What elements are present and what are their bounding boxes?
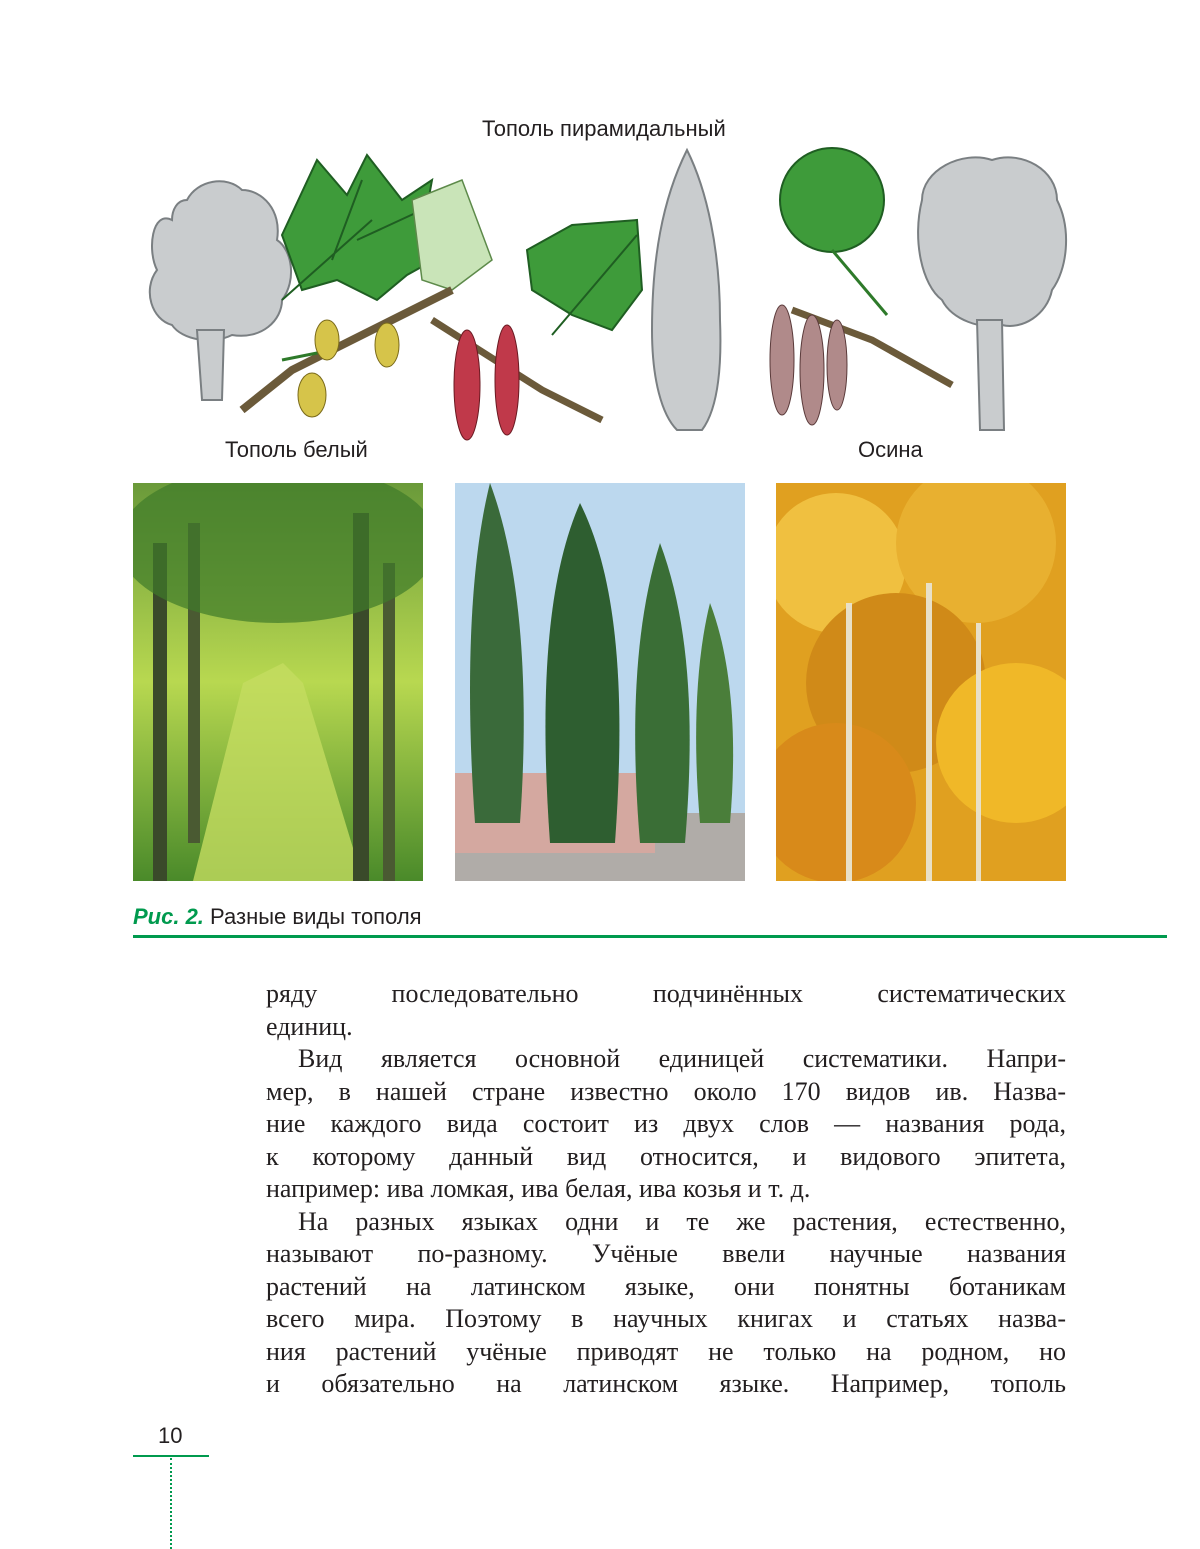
figure-caption	[133, 904, 422, 930]
text-line: Вид является основной единицей систематики. Напри-	[298, 1044, 1066, 1073]
photo-aspen-autumn	[776, 483, 1066, 881]
poplar-species-illustration	[132, 140, 1072, 450]
white-poplar-tree-drawing	[150, 181, 291, 400]
text-line: единиц.	[266, 1011, 353, 1041]
page-number-underline	[133, 1455, 209, 1457]
text-line: к которому данный вид относится, и видового эпитета,	[266, 1141, 1066, 1171]
figure-caption-text: Разные виды тополя	[210, 904, 422, 929]
photo-pyramidal-poplars	[455, 483, 745, 881]
label-aspen: Осина	[858, 437, 923, 462]
pyramidal-poplar-tree-drawing	[652, 150, 720, 430]
text-line: растений на латинском языке, они понятны ботаникам	[266, 1271, 1066, 1301]
text-line: На разных языках одни и те же растения, естественно,	[298, 1206, 1066, 1236]
text-line: и обязательно на латинском языке. Например, тополь	[266, 1369, 1066, 1398]
text-line: называют по-разному. Учёные ввели научные названия	[266, 1239, 1066, 1268]
page-number: 10	[158, 1423, 183, 1448]
photo-white-poplar-alley	[133, 483, 423, 881]
caption-divider	[133, 935, 1167, 938]
page-margin-dotted-line	[170, 1458, 172, 1549]
aspen-tree-drawing	[918, 157, 1066, 430]
text-line: всего мира. Поэтому в научных книгах и статьях назва-	[266, 1304, 1066, 1333]
figure-number: Рис. 2.	[133, 904, 204, 929]
label-pyramidal-poplar: Тополь пирамидальный	[482, 116, 726, 141]
label-white-poplar: Тополь белый	[225, 437, 368, 462]
body-text	[266, 978, 1066, 1401]
text-line: ния растений учёные приводят не только на родном, но	[266, 1336, 1066, 1366]
text-line: ряду последовательно подчинённых систематических	[266, 979, 1066, 1008]
text-line: мер, в нашей стране известно около 170 видов ив. Назва-	[266, 1076, 1066, 1106]
text-line: ние каждого вида состоит из двух слов — названия рода,	[266, 1109, 1066, 1138]
text-line: например: ива ломкая, ива белая, ива козья и т. д.	[266, 1174, 811, 1203]
